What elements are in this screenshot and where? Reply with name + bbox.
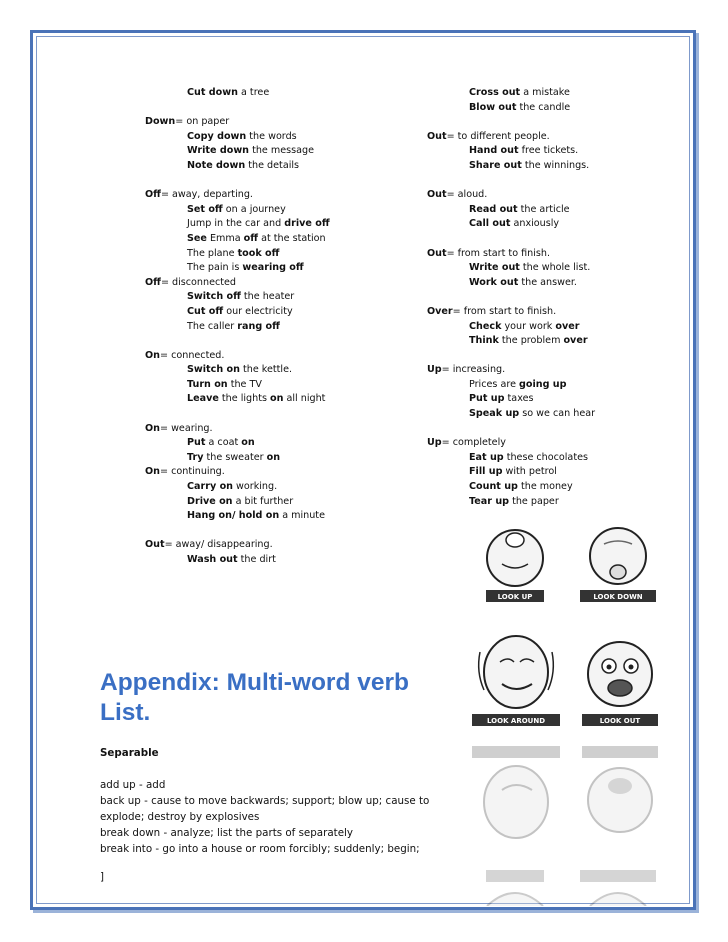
phrase-text: the sweater xyxy=(203,451,267,463)
phrase-text: = aloud. xyxy=(446,189,488,201)
phrase-text: a bit further xyxy=(232,495,294,507)
look-around-reflection-image xyxy=(470,740,562,852)
phrasal-verb-text: Fill up xyxy=(469,466,503,478)
phrasal-verb-text: Note down xyxy=(187,159,246,171)
phrasal-verb-text: Up xyxy=(427,437,442,449)
phrasal-verb-text: See xyxy=(187,232,207,244)
phrasal-verb-text: Down xyxy=(145,116,176,128)
phrase-text: Jump in the car and xyxy=(187,218,285,230)
appendix-line: explode; destroy by explosives xyxy=(100,811,260,823)
phrasal-verb-text: Put up xyxy=(469,393,505,405)
blank-line xyxy=(427,349,595,364)
example-phrase xyxy=(427,261,595,276)
phrase-text: so we can hear xyxy=(519,408,596,420)
appendix-line: back up - cause to move backwards; support; blow up; cause to xyxy=(100,795,430,807)
blank-line xyxy=(145,174,330,189)
meaning-heading xyxy=(427,130,595,145)
phrasal-verb-text: Out xyxy=(427,189,447,201)
example-phrase xyxy=(427,86,595,101)
phrasal-verb-text: Hang on/ hold on xyxy=(187,510,280,522)
example-phrase xyxy=(145,247,330,262)
blank-line xyxy=(145,101,330,116)
phrase-text: your work xyxy=(501,320,556,332)
phrasal-verb-text: Try xyxy=(187,451,204,463)
example-phrase xyxy=(145,436,330,451)
blank-line xyxy=(145,524,330,539)
example-phrase xyxy=(145,159,330,174)
look-around-image xyxy=(470,622,562,734)
phrasal-verb-text: Tear up xyxy=(469,495,510,507)
phrase-text: the message xyxy=(249,145,314,157)
example-phrase xyxy=(145,495,330,510)
phrasal-verb-text: Drive on xyxy=(187,495,233,507)
example-phrase xyxy=(427,159,595,174)
phrase-text: = disconnected xyxy=(160,276,237,288)
example-phrase xyxy=(427,320,595,335)
blank-line xyxy=(427,174,595,189)
phrase-text: the article xyxy=(517,203,570,215)
example-phrase xyxy=(145,86,330,101)
phrasal-verb-text: Cut down xyxy=(187,87,238,98)
example-phrase xyxy=(145,363,330,378)
example-phrase xyxy=(427,144,595,159)
phrasal-verb-text: Out xyxy=(427,247,447,259)
appendix-title: Appendix: Multi-word verb List. xyxy=(100,669,409,726)
phrasal-verb-text: Set off xyxy=(187,203,223,215)
appendix-line: break down - analyze; list the parts of separately xyxy=(100,827,353,839)
example-phrase xyxy=(427,334,595,349)
example-phrase xyxy=(145,305,330,320)
phrase-text: the answer. xyxy=(518,276,577,288)
phrasal-verb-text: Copy down xyxy=(187,130,247,142)
meaning-heading xyxy=(427,305,595,320)
blank-line xyxy=(427,115,595,130)
example-phrase xyxy=(427,465,595,480)
phrase-text: the kettle. xyxy=(239,364,293,376)
phrase-text: = continuing. xyxy=(160,466,225,478)
phrasal-verb-text: Count up xyxy=(469,481,518,493)
phrase-text: = on paper xyxy=(175,116,230,128)
phrasal-verb-text: Switch off xyxy=(187,291,241,303)
example-phrase xyxy=(145,290,330,305)
phrasal-verb-text: Write down xyxy=(187,145,250,157)
phrase-text: the TV xyxy=(227,378,262,390)
phrasal-verb-text: On xyxy=(145,349,160,361)
meaning-heading xyxy=(145,422,330,437)
phrasal-verb-text: on xyxy=(270,393,284,405)
example-phrase xyxy=(427,378,595,393)
example-phrase xyxy=(145,378,330,393)
phrase-text: taxes xyxy=(504,393,534,405)
example-phrase xyxy=(145,480,330,495)
phrasal-verb-text: Blow out xyxy=(469,101,517,113)
look-out-image xyxy=(580,622,660,734)
phrase-text: = wearing. xyxy=(160,422,213,434)
meaning-heading xyxy=(145,188,330,203)
phrasal-verb-text: Work out xyxy=(469,276,519,288)
phrasal-verb-text: Up xyxy=(427,364,442,376)
phrase-text: = away/ disappearing. xyxy=(164,539,273,551)
phrase-text: the details xyxy=(245,159,300,171)
phrasal-verb-text: on xyxy=(266,451,281,463)
phrasal-verb-text: Wash out xyxy=(187,554,238,565)
meaning-heading xyxy=(427,363,595,378)
meaning-heading xyxy=(145,349,330,364)
phrasal-verb-text: Switch on xyxy=(187,364,240,376)
example-phrase xyxy=(427,495,595,510)
phrase-text: a minute xyxy=(279,510,325,522)
blank-line xyxy=(427,422,595,437)
phrasal-verb-text: rang off xyxy=(237,320,280,332)
blank-line xyxy=(427,290,595,305)
phrasal-verb-text: Read out xyxy=(469,203,518,215)
example-phrase xyxy=(145,217,330,232)
phrase-text: Prices are xyxy=(469,378,520,390)
phrasal-verb-text: over xyxy=(563,335,588,347)
phrasal-verb-text: going up xyxy=(519,378,567,390)
phrase-text: these chocolates xyxy=(503,451,588,463)
phrasal-verb-text: Cross out xyxy=(469,87,521,98)
look-down-image xyxy=(578,522,658,604)
phrase-text: all night xyxy=(283,393,326,405)
example-phrase xyxy=(145,203,330,218)
phrasal-verb-text: Put xyxy=(187,437,206,449)
meaning-heading xyxy=(145,465,330,480)
look-down-reflection-image xyxy=(578,860,658,906)
example-phrase xyxy=(427,392,595,407)
phrase-text: = from start to finish. xyxy=(446,247,551,259)
phrasal-verb-text: Think xyxy=(469,335,499,347)
phrase-text: the winnings. xyxy=(521,159,590,171)
phrasal-verb-text: took off xyxy=(237,247,280,259)
left-column-verbs xyxy=(145,86,330,568)
phrasal-verb-text: Out xyxy=(427,130,447,142)
look-up-caption: LOOK UP xyxy=(497,593,533,601)
phrase-text: Emma xyxy=(206,232,244,244)
meaning-heading xyxy=(145,115,330,130)
example-phrase xyxy=(145,392,330,407)
example-phrase xyxy=(427,407,595,422)
phrase-text: at the station xyxy=(258,232,326,244)
separable-subheading: Separable xyxy=(100,747,159,759)
phrase-text: the problem xyxy=(498,335,564,347)
meaning-heading xyxy=(427,436,595,451)
phrase-text: the dirt xyxy=(237,554,276,565)
phrase-text: a coat xyxy=(205,437,242,449)
phrase-text: The pain is xyxy=(187,262,243,274)
example-phrase xyxy=(145,553,330,568)
phrasal-verb-text: drive off xyxy=(284,218,330,230)
phrasal-verb-text: Write out xyxy=(469,262,520,274)
phrasal-verb-text: Leave xyxy=(187,393,219,405)
trailing-bracket: ] xyxy=(100,871,105,883)
example-phrase xyxy=(427,217,595,232)
phrase-text: free tickets. xyxy=(518,145,579,157)
phrase-text: with petrol xyxy=(502,466,557,478)
example-phrase xyxy=(145,509,330,524)
look-up-reflection-image xyxy=(482,860,548,906)
phrase-text: on a journey xyxy=(222,203,286,215)
example-phrase xyxy=(145,451,330,466)
phrase-text: = away, departing. xyxy=(160,189,253,201)
example-phrase xyxy=(427,203,595,218)
look-out-caption: LOOK OUT xyxy=(599,717,641,725)
look-around-caption: LOOK AROUND xyxy=(486,717,546,725)
phrasal-verb-text: Eat up xyxy=(469,451,504,463)
look-out-reflection-image xyxy=(580,740,660,852)
phrase-text: our electricity xyxy=(223,305,293,317)
phrasal-verb-text: Share out xyxy=(469,159,522,171)
meaning-heading xyxy=(427,247,595,262)
example-phrase xyxy=(427,276,595,291)
phrase-text: anxiously xyxy=(510,218,560,230)
phrasal-verb-text: Over xyxy=(427,305,453,317)
phrasal-verb-text: wearing off xyxy=(242,262,304,274)
phrasal-verb-text: Speak up xyxy=(469,408,520,420)
phrasal-verb-text: off xyxy=(243,232,259,244)
phrasal-verb-text: Carry on xyxy=(187,481,233,493)
example-phrase xyxy=(145,144,330,159)
example-phrase xyxy=(427,101,595,116)
phrase-text: the lights xyxy=(218,393,271,405)
phrase-text: = connected. xyxy=(160,349,225,361)
phrasal-verb-text: Hand out xyxy=(469,145,519,157)
example-phrase xyxy=(145,320,330,335)
phrase-text: the words xyxy=(246,130,297,142)
phrase-text: = increasing. xyxy=(441,364,506,376)
phrase-text: = completely xyxy=(441,437,506,449)
phrasal-verb-text: Cut off xyxy=(187,305,224,317)
look-up-image xyxy=(482,522,548,604)
phrase-text: = from start to finish. xyxy=(452,305,557,317)
blank-line xyxy=(145,334,330,349)
appendix-line: add up - add xyxy=(100,779,166,791)
phrasal-verb-text: Turn on xyxy=(187,378,228,390)
phrase-text: the whole list. xyxy=(519,262,591,274)
phrase-text: a mistake xyxy=(520,87,570,98)
phrase-text: the money xyxy=(517,481,573,493)
example-phrase xyxy=(145,261,330,276)
look-down-caption: LOOK DOWN xyxy=(593,593,643,601)
appendix-body xyxy=(100,745,470,885)
phrasal-verb-text: on xyxy=(241,437,255,449)
meaning-heading xyxy=(145,276,330,291)
right-column-verbs xyxy=(427,86,595,509)
blank-line xyxy=(145,407,330,422)
phrasal-verb-text: Off xyxy=(145,189,161,201)
meaning-heading xyxy=(145,538,330,553)
phrasal-verb-text: Call out xyxy=(469,218,511,230)
meaning-heading xyxy=(427,188,595,203)
phrase-text: a tree xyxy=(237,87,270,98)
phrasal-verb-text: Check xyxy=(469,320,502,332)
example-phrase xyxy=(145,232,330,247)
phrasal-verb-text: Out xyxy=(145,539,165,551)
example-phrase xyxy=(427,451,595,466)
blank-line xyxy=(427,232,595,247)
phrase-text: = to different people. xyxy=(446,130,550,142)
phrase-text: the candle xyxy=(516,101,571,113)
phrase-text: the heater xyxy=(240,291,295,303)
phrasal-verb-text: over xyxy=(555,320,580,332)
phrase-text: The caller xyxy=(187,320,238,332)
phrase-text: The plane xyxy=(187,247,238,259)
phrase-text: working. xyxy=(233,481,278,493)
phrasal-verb-text: Off xyxy=(145,276,161,288)
phrasal-verb-text: On xyxy=(145,422,160,434)
appendix-line: break into - go into a house or room forcibly; suddenly; begin; xyxy=(100,843,420,855)
phrasal-verb-text: On xyxy=(145,466,160,478)
example-phrase xyxy=(427,480,595,495)
example-phrase xyxy=(145,130,330,145)
phrase-text: the paper xyxy=(509,495,559,507)
